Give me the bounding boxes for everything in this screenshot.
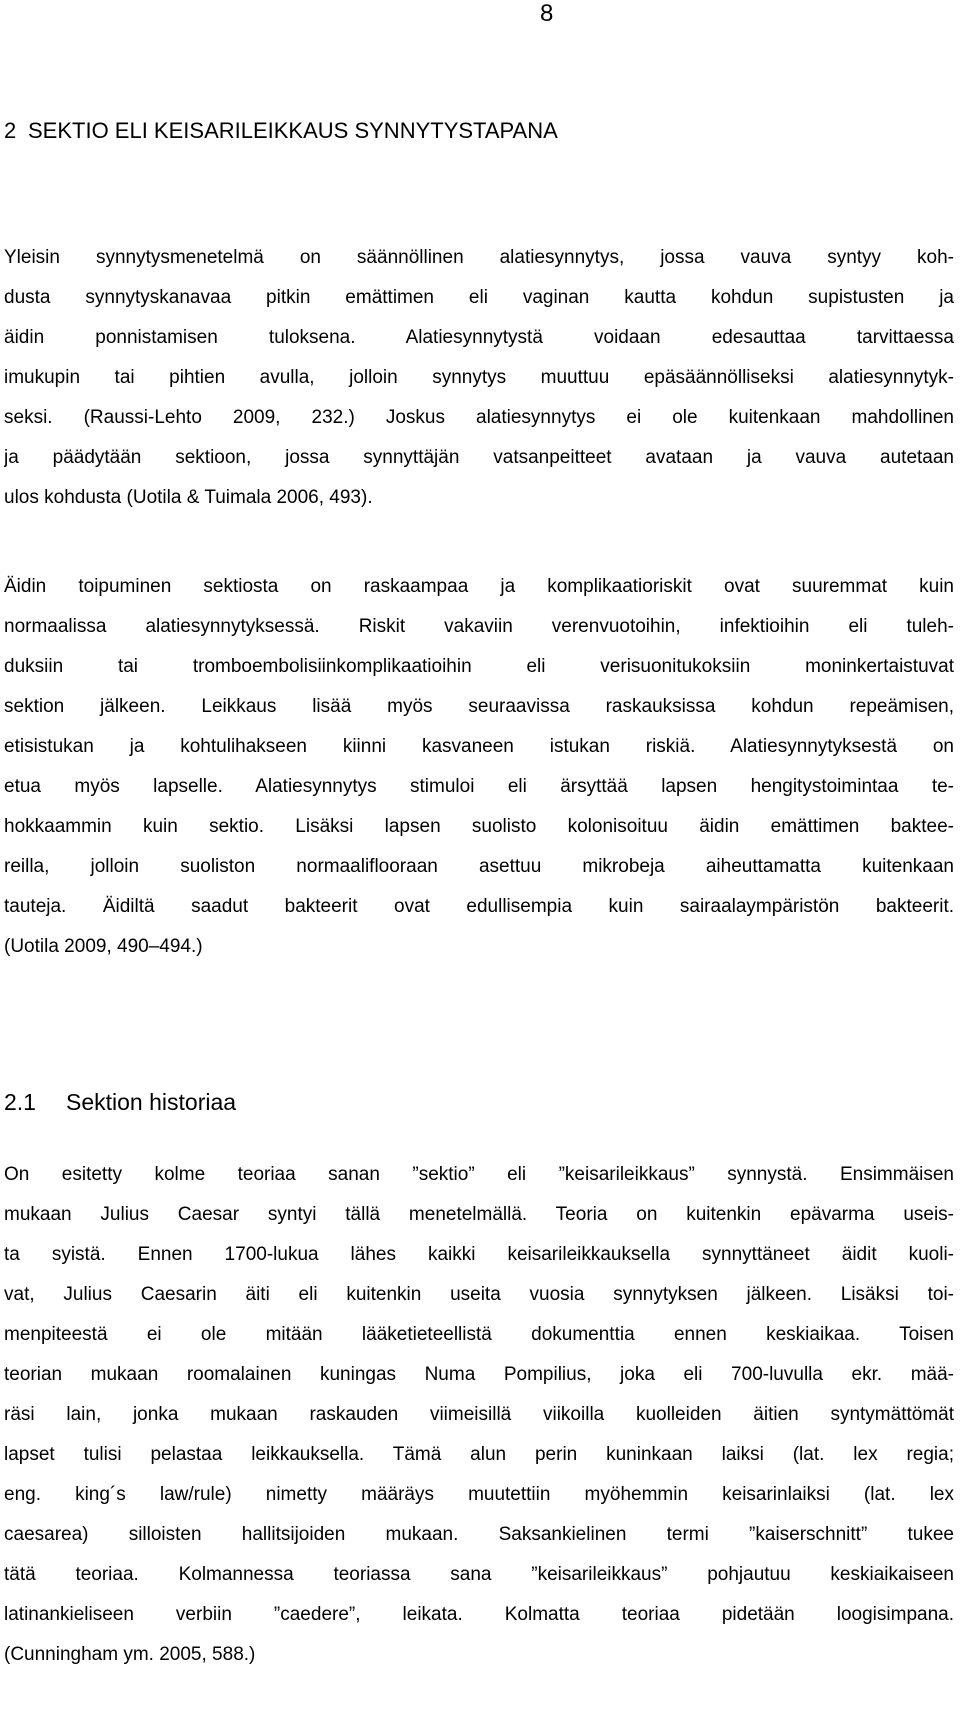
text-line: normaalissa alatiesynnytyksessä. Riskit vakaviin verenvuotoihin, infektioihin eli tuleh-: [4, 616, 954, 637]
paragraph-1: [4, 238, 954, 518]
text-line: hokkaammin kuin sektio. Lisäksi lapsen suolisto kolonisoituu äidin emättimen baktee-: [4, 816, 954, 837]
text-line: äidin ponnistamisen tuloksena. Alatiesynnytystä voidaan edesauttaa tarvittaessa: [4, 327, 954, 348]
text-line: tauteja. Äidiltä saadut bakteerit ovat edullisempia kuin sairaalaympäristön bakteerit.: [4, 896, 954, 917]
section-heading: [4, 117, 558, 145]
text-line: Äidin toipuminen sektiosta on raskaampaa ja komplikaatioriskit ovat suuremmat kuin: [4, 576, 954, 597]
text-line: (Cunningham ym. 2005, 588.): [4, 1644, 256, 1665]
text-line: teorian mukaan roomalainen kuningas Numa Pompilius, joka eli 700-luvulla ekr. mää-: [4, 1364, 954, 1385]
text-line: reilla, jolloin suoliston normaaliflooraan asettuu mikrobeja aiheuttamatta kuitenkaan: [4, 856, 954, 877]
section-title: SEKTIO ELI KEISARILEIKKAUS SYNNYTYSTAPANA: [28, 118, 558, 143]
subsection-title: Sektion historiaa: [66, 1089, 237, 1115]
text-line: On esitetty kolme teoriaa sanan ”sektio” eli ”keisarileikkaus” synnystä. Ensimmäisen: [4, 1164, 954, 1185]
text-line: ulos kohdusta (Uotila & Tuimala 2006, 493).: [4, 487, 373, 508]
text-line: vat, Julius Caesarin äiti eli kuitenkin useita vuosia synnytyksen jälkeen. Lisäksi toi-: [4, 1284, 954, 1305]
text-line: eng. king´s law/rule) nimetty määräys muutettiin myöhemmin keisarinlaiksi (lat. lex: [4, 1484, 954, 1505]
text-line: etisistukan ja kohtulihakseen kiinni kasvaneen istukan riskiä. Alatiesynnytyksestä on: [4, 736, 954, 757]
text-line: Yleisin synnytysmenetelmä on säännöllinen alatiesynnytys, jossa vauva syntyy koh-: [4, 247, 954, 268]
paragraph-2: [4, 567, 954, 967]
subsection-number: 2.1: [4, 1089, 36, 1115]
section-number: 2: [4, 118, 17, 143]
text-line: menpiteestä ei ole mitään lääketieteellistä dokumenttia ennen keskiaikaa. Toisen: [4, 1324, 954, 1345]
text-line: mukaan Julius Caesar syntyi tällä menetelmällä. Teoria on kuitenkin epävarma useis-: [4, 1204, 954, 1225]
page-number: 8: [540, 0, 554, 27]
text-line: sektion jälkeen. Leikkaus lisää myös seuraavissa raskauksissa kohdun repeämisen,: [4, 696, 954, 717]
text-line: (Uotila 2009, 490–494.): [4, 936, 203, 957]
text-line: räsi lain, jonka mukaan raskauden viimeisillä viikoilla kuolleiden äitien syntymättömät: [4, 1404, 954, 1425]
text-line: ja päädytään sektioon, jossa synnyttäjän vatsanpeitteet avataan ja vauva autetaan: [4, 447, 954, 468]
text-line: lapset tulisi pelastaa leikkauksella. Tämä alun perin kuninkaan laiksi (lat. lex regia;: [4, 1444, 954, 1465]
text-line: ta syistä. Ennen 1700-lukua lähes kaikki keisarileikkauksella synnyttäneet äidit kuoli-: [4, 1244, 954, 1265]
text-line: dusta synnytyskanavaa pitkin emättimen eli vaginan kautta kohdun supistusten ja: [4, 287, 954, 308]
text-line: caesarea) silloisten hallitsijoiden mukaan. Saksankielinen termi ”kaiserschnitt” tukee: [4, 1524, 954, 1545]
text-line: duksiin tai tromboembolisiinkomplikaatioihin eli verisuonitukoksiin moninkertaistuvat: [4, 656, 954, 677]
paragraph-3: [4, 1155, 954, 1675]
subsection-heading: [4, 1088, 236, 1116]
text-line: latinankieliseen verbiin ”caedere”, leikata. Kolmatta teoriaa pidetään loogisimpana.: [4, 1604, 954, 1625]
text-line: tätä teoriaa. Kolmannessa teoriassa sana ”keisarileikkaus” pohjautuu keskiaikaiseen: [4, 1564, 954, 1585]
text-line: etua myös lapselle. Alatiesynnytys stimuloi eli ärsyttää lapsen hengitystoimintaa te-: [4, 776, 954, 797]
text-line: seksi. (Raussi-Lehto 2009, 232.) Joskus alatiesynnytys ei ole kuitenkaan mahdollinen: [4, 407, 954, 428]
text-line: imukupin tai pihtien avulla, jolloin synnytys muuttuu epäsäännölliseksi alatiesynnytyk-: [4, 367, 954, 388]
